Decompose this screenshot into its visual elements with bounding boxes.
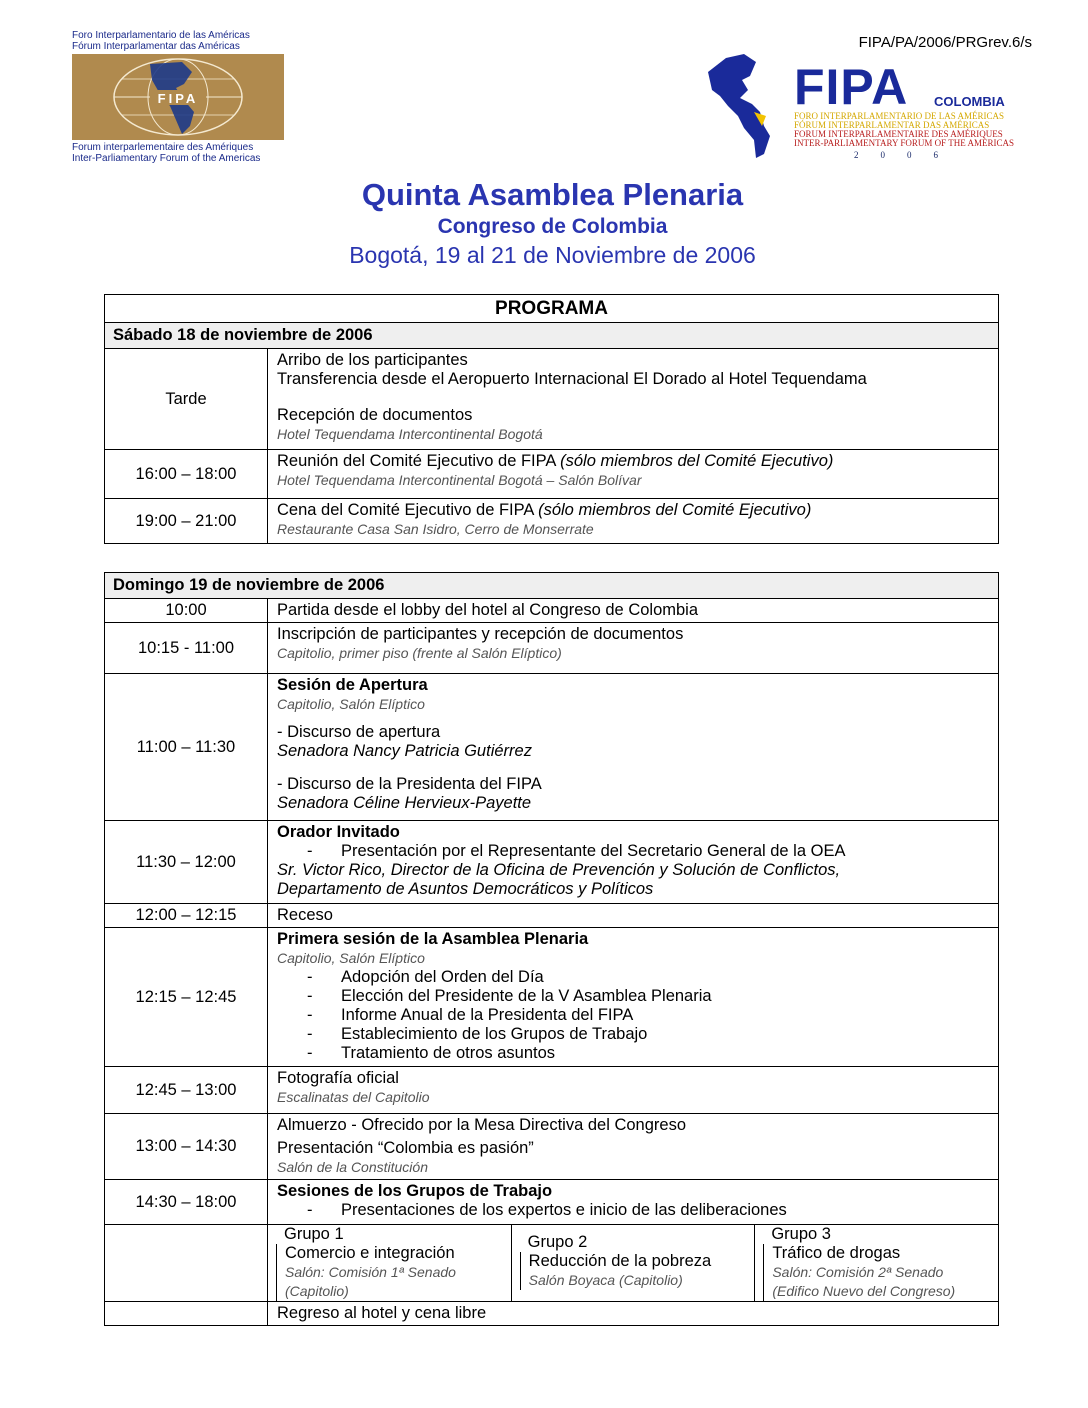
table-row [105,1067,999,1114]
bullet-item: - Informe Anual de la Presidenta del FIPA [307,1006,634,1024]
event-venue: Capitolio, Salón Elíptico [277,696,425,712]
speaker-name: Sr. Victor Rico, Director de la Oficina de Prevención y Solución de Conflictos, [277,861,841,879]
time-cell: 13:00 – 14:30 [105,1114,268,1180]
table-row [105,1302,999,1326]
time-cell: 19:00 – 21:00 [105,499,268,544]
event-venue: Salón de la Constitución [277,1159,428,1175]
table-row [105,499,999,544]
session-title: Primera sesión de la Asamblea Plenaria [277,930,589,948]
event-text: Fotografía oficial [277,1069,399,1087]
page-title: Quinta Asamblea Plenaria [361,177,744,212]
event-text: - Discurso de apertura [277,723,441,741]
time-cell: 10:00 [105,599,268,623]
event-text: Presentación “Colombia es pasión” [277,1139,534,1157]
event-text: Almuerzo - Ofrecido por la Mesa Directiva del Congreso [277,1116,686,1134]
event-venue: Hotel Tequendama Intercontinental Bogotá – Salón Bolívar [277,472,642,488]
table-row [105,904,999,928]
table-row [105,623,999,674]
day-header-saturday: Sábado 18 de noviembre de 2006 [105,323,999,349]
logo-caption-top-1: Foro Interparlamentario de las Américas [72,30,250,41]
event-text: Recepción de documentos [277,406,473,424]
table-row [105,928,999,1067]
logo-caption-bottom-1: Forum interparlementaire des Amériques [72,142,254,153]
logo-sublines: FORO INTERPARLAMENTARIO DE LAS AMÉRICAS FÓRUM INTERPARLAMENTAR DAS AMÉRICAS FORUM INTERPARLAMENTAIRE DES AMÉRIQUES INTER-PARLIAMENTARY FORUM OF THE AMERICAS [794,111,1014,148]
logo-year: 2006 [854,150,960,160]
table-row [105,450,999,499]
time-cell: 14:30 – 18:00 [105,1180,268,1225]
fipa-colombia-logo [704,50,1034,160]
bullet-item: - Presentación por el Representante del Secretario General de la OEA [307,842,846,860]
document-reference: FIPA/PA/2006/PRGrev.6/s [858,34,1032,51]
time-cell-empty [105,1302,268,1326]
day-header-sunday: Domingo 19 de noviembre de 2006 [105,573,999,599]
time-cell: 11:00 – 11:30 [105,674,268,821]
session-title: Sesiones de los Grupos de Trabajo [277,1182,553,1200]
table-row [105,1114,999,1180]
group-1: Grupo 1 Comercio e integración Salón: Comisión 1ª Senado (Capitolio) [268,1225,511,1301]
globe-icon [72,54,284,140]
time-cell: 10:15 - 11:00 [105,623,268,674]
table-row [105,1180,999,1225]
time-cell: 12:45 – 13:00 [105,1067,268,1114]
time-cell: Tarde [105,349,268,450]
bullet-item: - Tratamiento de otros asuntos [307,1044,556,1062]
time-cell: 12:00 – 12:15 [105,904,268,928]
event-venue: Hotel Tequendama Intercontinental Bogotá [277,426,543,442]
event-text: Transferencia desde el Aeropuerto Internacional El Dorado al Hotel Tequendama [277,370,867,388]
program-table-saturday [104,294,999,544]
event-dates: Bogotá, 19 al 21 de Noviembre de 2006 [349,242,756,268]
event-venue: Restaurante Casa San Isidro, Cerro de Monserrate [277,521,594,537]
time-cell: 16:00 – 18:00 [105,450,268,499]
time-cell-empty [105,1225,268,1302]
time-cell: 12:15 – 12:45 [105,928,268,1067]
program-heading: PROGRAMA [105,295,999,323]
bullet-item: - Adopción del Orden del Día [307,968,544,986]
event-venue: Capitolio, Salón Elíptico [277,950,425,966]
event-text: Regreso al hotel y cena libre [268,1302,999,1326]
group-2: Grupo 2 Reducción de la pobreza Salón Boyaca (Capitolio) [511,1225,755,1301]
event-text: Arribo de los participantes [277,351,468,369]
table-row [105,599,999,623]
speaker-name: Senadora Nancy Patricia Gutiérrez [277,742,532,760]
logo-caption-bottom-2: Inter-Parliamentary Forum of the Americas [72,153,261,164]
table-row [105,674,999,821]
session-title: Sesión de Apertura [277,676,428,694]
bullet-item: - Elección del Presidente de la V Asamblea Plenaria [307,987,712,1005]
title-block [0,176,1088,270]
logo-caption-top-2: Fórum Interparlamentar das Américas [72,41,240,52]
fipa-wordmark: FIPA [794,59,909,115]
event-text: Cena del Comité Ejecutivo de FIPA (sólo miembros del Comité Ejecutivo) [277,501,812,519]
group-3: Grupo 3 Tráfico de drogas Salón: Comisión 2ª Senado (Edifico Nuevo del Congreso) [754,1225,998,1301]
logo-globe-emblem [72,54,284,140]
table-row [105,1225,999,1302]
time-cell: 11:30 – 12:00 [105,821,268,904]
bullet-item: - Presentaciones de los expertos e inicio de las deliberaciones [307,1201,787,1219]
event-venue: Escalinatas del Capitolio [277,1089,430,1105]
event-text: Partida desde el lobby del hotel al Congreso de Colombia [268,599,999,623]
fipa-logo-left [72,30,284,164]
event-text: Receso [268,904,999,928]
svg-text:FIPA: FIPA [157,91,199,106]
table-row [105,349,999,450]
event-venue: Capitolio, primer piso (frente al Salón Elíptico) [277,645,562,661]
event-text: - Discurso de la Presidenta del FIPA [277,775,542,793]
event-text: Reunión del Comité Ejecutivo de FIPA (sólo miembros del Comité Ejecutivo) [277,452,834,470]
colombia-label: COLOMBIA [934,94,1005,109]
table-row [105,821,999,904]
americas-map-icon [704,50,794,160]
bullet-item: - Establecimiento de los Grupos de Trabajo [307,1025,648,1043]
event-text: Inscripción de participantes y recepción de documentos [277,625,684,643]
session-title: Orador Invitado [277,823,400,841]
speaker-affiliation: Departamento de Asuntos Democráticos y Políticos [277,880,654,898]
working-groups [268,1225,998,1301]
page-subtitle: Congreso de Colombia [437,215,668,238]
program-table-sunday [104,572,999,1326]
speaker-name: Senadora Céline Hervieux-Payette [277,794,532,812]
